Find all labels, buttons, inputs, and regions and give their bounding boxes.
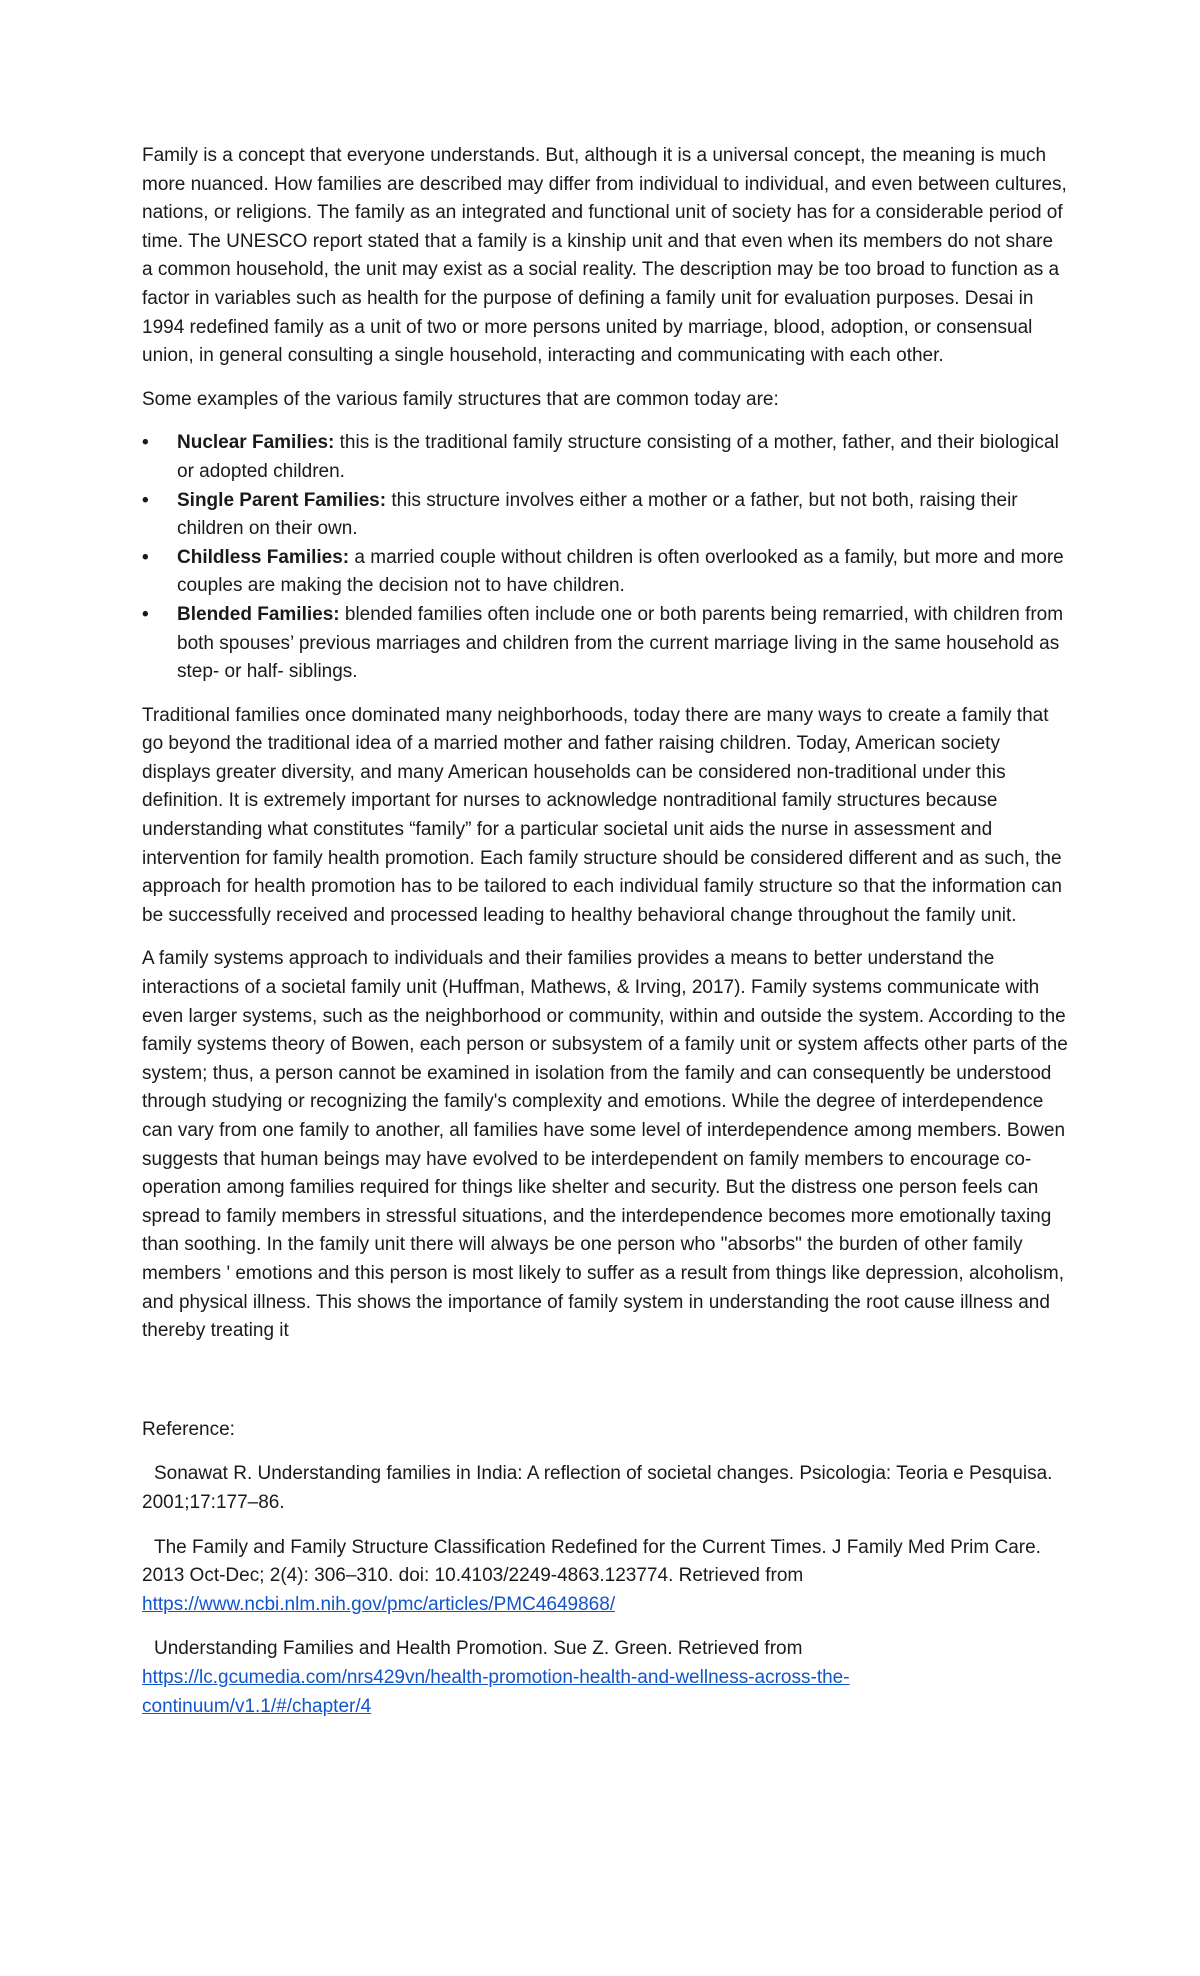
list-item-term: Childless Families: — [177, 546, 350, 568]
reference-item-gcu — [142, 1635, 1068, 1721]
reference-text: Sonawat R. Understanding families in India: A reflection of societal changes. Psicologia: Teoria e Pesquisa. 2001;17:177–86. — [142, 1463, 1053, 1513]
bullet-icon: • — [142, 603, 149, 625]
list-item-term: Blended Families: — [177, 603, 340, 625]
list-item-term: Single Parent Families: — [177, 489, 387, 511]
bullet-icon: • — [142, 432, 149, 454]
list-item-text: this is the traditional family structure consisting of a mother, father, and their biological or adopted children. — [177, 432, 1059, 482]
paragraph-traditional-families: Traditional families once dominated many neighborhoods, today there are many ways to create a family that go beyond the traditional idea of a married mother and father raising children. Today, American society displays greater diversity, and many American households can be considered non-traditional under this definition. It is extremely important for nurses to acknowledge nontraditional family structures because understanding what constitutes “family” for a particular societal unit aids the nurse in assessment and intervention for family health promotion. Each family structure should be considered different and as such, the approach for health promotion has to be tailored to each individual family structure so that the information can be successfully received and processed leading to healthy behavioral change throughout the family unit. — [142, 704, 1062, 926]
list-item-term: Nuclear Families: — [177, 432, 335, 454]
list-item-text: a married couple without children is often overlooked as a family, but more and more couples are making the decision not to have children. — [177, 546, 1064, 597]
list-item-blended-families — [142, 601, 1068, 687]
list-item-nuclear-families — [142, 429, 1068, 486]
reference-item-sonawat — [142, 1460, 1068, 1517]
reference-text: Understanding Families and Health Promotion. Sue Z. Green. Retrieved from — [154, 1638, 803, 1660]
list-item-single-parent-families — [142, 487, 1068, 544]
list-item-text: this structure involves either a mother or a father, but not both, raising their children on their own. — [177, 489, 1018, 540]
bullet-icon: • — [142, 489, 149, 511]
reference-item-family-structure — [142, 1534, 1068, 1620]
bullet-icon: • — [142, 546, 149, 568]
paragraph-family-concept: Family is a concept that everyone understands. But, although it is a universal concept, the meaning is much more nuanced. How families are described may differ from individual to individual, and even between cultures, nations, or religions. The family as an integrated and functional unit of society has for a considerable period of time. The UNESCO report stated that a family is a kinship unit and that even when its members do not share a common household, the unit may exist as a social reality. The description may be too broad to function as a factor in variables such as health for the purpose of defining a family unit for evaluation purposes. Desai in 1994 redefined family as a unit of two or more persons united by marriage, blood, adoption, or consensual union, in general consulting a single household, interacting and communicating with each other. — [142, 145, 1067, 367]
reference-text: The Family and Family Structure Classification Redefined for the Current Times. J Family Med Prim Care. 2013 Oct-Dec; 2(4): 306–310. doi: 10.4103/2249-4863.123774. Retrieved from — [142, 1536, 1041, 1587]
reference-link-gcumedia[interactable]: https://lc.gcumedia.com/nrs429vn/health-promotion-health-and-wellness-across-the-continuum/v1.1/#/chapter/4 — [142, 1666, 850, 1717]
references-heading: Reference: — [142, 1418, 235, 1440]
reference-link-ncbi[interactable]: https://www.ncbi.nlm.nih.gov/pmc/articles/PMC4649868/ — [142, 1593, 616, 1615]
section-spacer — [142, 1361, 1068, 1416]
list-item-childless-families — [142, 544, 1068, 601]
document-page — [142, 142, 1068, 1737]
family-structures-list — [142, 429, 1068, 686]
list-item-text: blended families often include one or both parents being remarried, with children from both spouses’ previous marriages and children from the current marriage living in the same household as step- or half- siblings. — [177, 603, 1064, 683]
paragraph-family-systems: A family systems approach to individuals and their families provides a means to better understand the interactions of a societal family unit (Huffman, Mathews, & Irving, 2017). Family systems communicate with even larger systems, such as the neighborhood or community, within and outside the system. According to the family systems theory of Bowen, each person or subsystem of a family unit or system affects other parts of the system; thus, a person cannot be examined in isolation from the family and can consequently be understood through studying or recognizing the family's complexity and emotions. While the degree of interdependence can vary from one family to another, all families have some level of interdependence among members. Bowen suggests that human beings may have evolved to be interdependent on family members to encourage co-operation among families required for things like shelter and security. But the distress one person feels can spread to family members in stressful situations, and the interdependence becomes more emotionally taxing than soothing. In the family unit there will always be one person who "absorbs" the burden of other family members ' emotions and this person is most likely to suffer as a result from things like depression, alcoholism, and physical illness. This shows the importance of family system in understanding the root cause illness and thereby treating it — [142, 948, 1068, 1342]
paragraph-structures-intro: Some examples of the various family structures that are common today are: — [142, 388, 779, 410]
